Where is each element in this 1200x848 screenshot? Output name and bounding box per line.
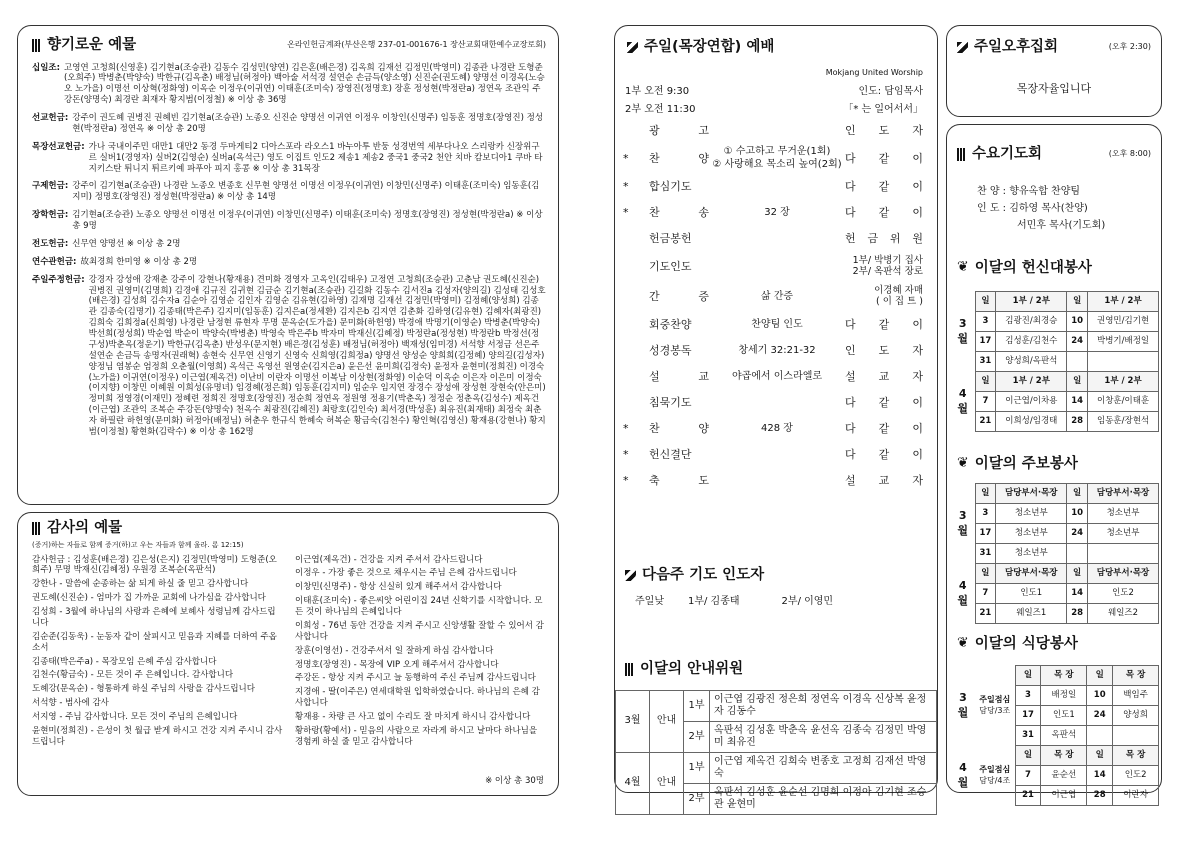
afternoon-header <box>957 38 1151 57</box>
offering-names: 신무연 양명선 ※ 이상 총 2명 <box>72 238 181 249</box>
order-item-name: 합심기도 <box>649 179 692 193</box>
dedication-cell: 양성희/옥판석 <box>996 352 1067 372</box>
thanks-entry: 김천수(황금숙) - 모든 것이 주 은혜입니다. 감사합니다 <box>32 670 234 681</box>
offering-row <box>32 275 546 438</box>
service-time-2: 2부 오전 11:30 <box>625 104 696 115</box>
cafeteria-cell: 28 <box>1087 786 1113 806</box>
dedication-col-header: 일 <box>975 372 996 392</box>
order-row <box>623 364 923 390</box>
bulletin-cell: 24 <box>1067 524 1088 544</box>
order-row <box>623 390 923 416</box>
usher-names: 옥판석 김성훈 박춘옥 윤선옥 김종숙 김정민 박영미 최유진 <box>710 722 937 753</box>
order-row <box>623 252 923 282</box>
thanks-entry: 강한나 - 말씀에 순종하는 삶 되게 하실 줄 믿고 감사합니다 <box>32 579 249 590</box>
bulletin-row <box>951 504 1159 524</box>
prayer-title: 다음주 기도 인도자 <box>642 567 765 583</box>
bulletin-cell: 7 <box>975 584 996 604</box>
thanks-entry: 이희성 - 76년 동안 건강을 지켜 주시고 신앙생활 잘할 수 있어서 감사합니다 <box>295 620 544 642</box>
order-item-name: 간 증 <box>649 289 709 303</box>
cafeteria-cell: 21 <box>1015 786 1041 806</box>
order-item-person: 설 교 자 <box>845 369 923 383</box>
prayer-leader-2: 2부/ 이영민 <box>781 596 834 607</box>
service-leader: 인도: 담임목사 <box>858 86 923 97</box>
cafeteria-table <box>951 665 1159 806</box>
dedication-cell: 28 <box>1067 412 1088 432</box>
cafeteria-head-row <box>951 666 1159 686</box>
order-row <box>623 226 923 252</box>
dedication-cell: 김성훈/김천수 <box>996 332 1067 352</box>
leaf-icon: ❦ <box>957 259 969 276</box>
cafeteria-dept-name: 주일점심 <box>979 765 1011 775</box>
bulletin-head-row <box>951 564 1159 584</box>
thanks-entry: 윤현미(정희진) - 은성이 첫 월급 받게 하시고 건강 지켜 주시니 감사드립니다 <box>32 725 283 747</box>
dedication-cell: 24 <box>1067 332 1088 352</box>
order-row <box>623 118 923 144</box>
usher-table <box>615 690 937 815</box>
offering-names: 강주이 권도혜 권병진 권혜빈 김기현a(조승관) 노종오 신진순 양명선 이귀연 이정우 이창인(신명주) 임동훈 정명호(장영진) 정성현(박정란a) 정연옥 ※ 이상 총 20명 <box>72 113 544 134</box>
standing-note: 「* 는 일어서서」 <box>843 104 923 115</box>
cafeteria-cell: 인도2 <box>1113 766 1159 786</box>
thanks-entry: 이태훈(조미숙) - 좋은씨앗 어린이집 24년 신학기를 시작합니다. 모든 것이 하나님의 은혜입니다 <box>295 596 543 617</box>
usher-names: 이근엽 김광진 정은희 정연옥 이경옥 신상복 윤정자 김동수 <box>710 691 937 722</box>
bulletin-month: 3 월 <box>957 509 969 537</box>
usher-row <box>616 753 937 784</box>
dedication-header <box>957 259 1092 278</box>
dedication-head-row <box>951 292 1159 312</box>
order-item-person: 인 도 자 <box>845 343 923 357</box>
bulletin-col-header: 일 <box>975 564 996 584</box>
offering-label: 십일조: <box>32 62 61 73</box>
thanks-entry: 주강돈 - 항상 지켜 주시고 늘 동행하여 주신 주님께 감사드립니다 <box>295 673 536 684</box>
prayer-label: 주일낮 <box>635 596 664 607</box>
order-item-person: 다 같 이 <box>845 447 923 461</box>
online-account: 온라인헌금계좌(부산은행 237-01-001676-1 장산교회대한예수교장로회) <box>287 40 546 50</box>
order-item-name: 회중찬양 <box>649 317 692 331</box>
offering-row <box>32 63 546 107</box>
dedication-row <box>951 412 1159 432</box>
dedication-cell <box>1067 352 1088 372</box>
offering-label: 전도헌금: <box>32 238 69 249</box>
cafeteria-head-row <box>951 746 1159 766</box>
right-panel <box>946 124 1162 801</box>
offering-row <box>32 113 546 135</box>
bulletin-cell: 청소년부 <box>1088 504 1159 524</box>
cafeteria-cell: 배정일 <box>1041 686 1087 706</box>
wed-praise: 찬 양 : 향유옥합 찬양팀 <box>977 186 1081 197</box>
bulletin-cell: 28 <box>1067 604 1088 624</box>
afternoon-text: 목장자율입니다 <box>1016 82 1092 95</box>
order-row <box>623 442 923 468</box>
dedication-title: 이달의 헌신대봉사 <box>974 260 1092 276</box>
cafeteria-month: 3 월 <box>957 691 969 719</box>
cafeteria-title: 이달의 식당봉사 <box>974 636 1078 652</box>
dedication-cell: 7 <box>975 392 996 412</box>
order-row <box>623 144 923 174</box>
stand-mark: * <box>623 205 629 219</box>
dedication-cell: 임동훈/장현석 <box>1088 412 1159 432</box>
order-item-name: 찬 양 <box>649 421 709 435</box>
bulletin-title: 이달의 주보봉사 <box>974 456 1078 472</box>
bulletin-header <box>957 455 1078 474</box>
order-item-name: 찬 양 <box>649 151 709 165</box>
wed-details <box>977 183 1105 234</box>
cafeteria-col-header: 목 장 <box>1041 666 1087 686</box>
offering-label: 장학헌금: <box>32 210 69 221</box>
offering-header <box>32 36 546 55</box>
offering-row <box>32 210 546 232</box>
leaf-icon: ❦ <box>957 635 969 652</box>
order-row <box>623 200 923 226</box>
thanks-entry: 장훈(이영선) - 건강주셔서 일 잘하게 하심 감사합니다 <box>295 645 494 656</box>
bulletin-cell: 웨일즈2 <box>1088 604 1159 624</box>
dedication-cell: 3 <box>975 312 996 332</box>
cafeteria-cell: 인도1 <box>1041 706 1087 726</box>
bulletin-cell: 17 <box>975 524 996 544</box>
order-item-person: 1부/ 박병기 집사 2부/ 옥판석 장로 <box>852 255 923 277</box>
order-row <box>623 282 923 312</box>
bulletin-cell: 21 <box>975 604 996 624</box>
cafeteria-cell: 10 <box>1087 686 1113 706</box>
worship-title: 주일(목장연합) 예배 <box>644 39 775 55</box>
order-item-person: 인 도 자 <box>845 123 923 137</box>
order-item-person: 다 같 이 <box>845 395 923 409</box>
order-row <box>623 174 923 200</box>
thanks-entry: 서지영 - 주님 감사합니다. 모든 것이 주님의 은혜입니다 <box>32 712 238 722</box>
dedication-col-header: 1부 / 2부 <box>996 292 1067 312</box>
offering-label: 연수관헌금: <box>32 256 77 267</box>
order-item-person: 다 같 이 <box>845 151 923 165</box>
bar-icon <box>32 522 41 535</box>
thanks-title: 감사의 예물 <box>47 520 123 536</box>
usher-month: 4월 <box>616 753 650 815</box>
cafeteria-dept <box>975 746 1015 806</box>
bulletin-row <box>951 604 1159 624</box>
cafeteria-cell: 31 <box>1015 726 1041 746</box>
order-item-name: 찬 송 <box>649 205 709 219</box>
order-item-content: 삶 간증 <box>760 290 794 302</box>
offering-panel <box>17 25 559 505</box>
thanks-entry: 권도혜(신진순) - 엄마가 집 가까운 교회에 나가심을 감사합니다 <box>32 593 266 604</box>
usher-names: 이근엽 제옥건 김희숙 변종호 고정희 김재선 박영숙 <box>710 753 937 784</box>
order-item-name: 침묵기도 <box>649 395 692 409</box>
cafeteria-col-header: 일 <box>1015 746 1041 766</box>
afternoon-time: (오후 2:30) <box>1108 42 1151 52</box>
cafeteria-cell: 24 <box>1087 706 1113 726</box>
offering-names: 강주이 김기현a(조승관) 나경란 노종오 변종호 신무현 양명선 이명선 이정우(이귀연) 이창민(신명주) 이태훈(조미숙) 임동훈(김지미) 정명호(장영진) 정성현(박정란a) ※ 이상 총 14명 <box>72 181 540 203</box>
bulletin-cell <box>1067 544 1088 564</box>
bar-icon <box>32 39 41 52</box>
usher-header <box>625 660 743 679</box>
bulletin-cell: 3 <box>975 504 996 524</box>
dedication-col-header: 1부 / 2부 <box>1088 292 1159 312</box>
thanks-entry: 서석향 - 범사에 감사 <box>32 698 109 709</box>
thanks-right-column <box>295 555 546 751</box>
order-item-person: 헌 금 위 원 <box>845 231 923 245</box>
dedication-cell: 이창훈/이태훈 <box>1088 392 1159 412</box>
order-item-content: 428 장 <box>761 422 793 434</box>
order-item-content: 32 장 <box>764 206 790 218</box>
order-item-content: 야곱에서 이스라엘로 <box>731 370 823 382</box>
cafeteria-cell: 이근엽 <box>1041 786 1087 806</box>
bulletin-col-header: 일 <box>1067 564 1088 584</box>
thanks-entry: 정명호(장영진) - 목장에 VIP 오게 해주셔서 감사합니다 <box>295 659 499 670</box>
order-row <box>623 312 923 338</box>
thanks-entry: 지경애 - 딸(이주은) 연세대학원 입학하였습니다. 하나님의 은혜 감사합니다 <box>295 687 540 709</box>
thanks-entry: 김성희 - 3월에 하나님의 사랑과 은혜에 보혜사 성령님께 감사드립니다 <box>32 607 276 628</box>
usher-role: 안내 <box>650 753 684 815</box>
checker-icon <box>627 42 638 53</box>
usher-part: 2부 <box>684 722 710 753</box>
thanks-entry: 황하랑(황예서) - 믿음의 사람으로 자라게 하시고 날마다 하나님을 경험케 하실 줄 믿고 감사합니다 <box>295 725 538 747</box>
cafeteria-dept-team: 담당/3조 <box>979 705 1011 715</box>
cafeteria-col-header: 목 장 <box>1041 746 1087 766</box>
offering-names: 故최경희 한미영 ※ 이상 총 2명 <box>80 256 198 267</box>
offering-row <box>32 181 546 203</box>
bulletin-month: 4 월 <box>957 579 969 607</box>
offering-label: 선교헌금: <box>32 113 69 124</box>
order-row <box>623 338 923 364</box>
bulletin-col-header: 일 <box>1067 484 1088 504</box>
offering-row <box>32 142 546 175</box>
wed-leader-1: 인 도 : 김하영 목사(찬양) <box>977 203 1088 214</box>
wed-leader-2: 서민후 목사(기도회) <box>1017 220 1106 231</box>
usher-row <box>616 691 937 722</box>
bulletin-cell: 청소년부 <box>996 544 1067 564</box>
order-item-name: 설 교 <box>649 369 709 383</box>
thanks-entry: 이근엽(제옥건) - 건강을 지켜 주셔서 감사드립니다 <box>295 554 483 565</box>
order-item-content: ① 수고하고 무거운(1회) ② 사랑해요 목소리 높여(2회) <box>712 146 842 170</box>
thanks-entry: 도혜강(문옥순) - 형통하게 하실 주님의 사랑을 감사드립니다 <box>32 684 255 695</box>
dedication-table <box>951 291 1159 432</box>
cafeteria-dept-team: 담당/4조 <box>979 775 1011 785</box>
afternoon-title: 주일오후집회 <box>974 39 1059 55</box>
order-item-person: 다 같 이 <box>845 317 923 331</box>
offering-row <box>32 239 546 250</box>
stand-mark: * <box>623 447 629 461</box>
cafeteria-col-header: 목 장 <box>1113 746 1159 766</box>
dedication-row <box>951 312 1159 332</box>
cafeteria-cell: 이란자 <box>1113 786 1159 806</box>
cafeteria-dept-name: 주일점심 <box>979 695 1011 705</box>
cafeteria-cell: 윤순선 <box>1041 766 1087 786</box>
dedication-row <box>951 392 1159 412</box>
cafeteria-cell: 7 <box>1015 766 1041 786</box>
bulletin-cell: 인도2 <box>1088 584 1159 604</box>
thanks-entry: 황재용 - 차량 큰 사고 없이 수리도 잘 마치게 하시니 감사합니다 <box>295 712 531 722</box>
dedication-cell: 21 <box>975 412 996 432</box>
dedication-col-header: 1부 / 2부 <box>996 372 1067 392</box>
bulletin-row <box>951 584 1159 604</box>
offering-row <box>32 257 546 268</box>
thanks-entry: 감사헌금 : 김성훈(배은경) 김은성(은지) 김정민(박영미) 도형준(오희주) 무명 박재신(김혜정) 우원경 조복순(옥판석) <box>32 554 277 576</box>
order-item-person: 설 교 자 <box>845 473 923 487</box>
offering-names: 가나 국내이주민 대만1 대만2 동경 두마게티2 디아스포라 라오스1 바누아투 반둥 성경번역 세부다나오 스리랑카 신장위구르 실버1(경영자) 실버2(김영순) 실버a(옥석근) 영도 이집트 인도2 제송1 제송2 중국1 중국2 천안 치바 캄보디아1 쿠바 타지키스탄 튀니지 튀르키예 파푸아 피지 홍콩 ※ 이상 총 31목장 <box>88 141 543 174</box>
bulletin-cell: 웨일즈1 <box>996 604 1067 624</box>
thanks-verse: (증거)하는 자들로 함께 증거(하)고 우는 자들과 함께 울라. 롬 12:15) <box>32 540 244 549</box>
cafeteria-month: 4 월 <box>957 761 969 789</box>
bulletin-col-header: 일 <box>975 484 996 504</box>
thanks-panel <box>17 512 559 796</box>
dedication-row <box>951 352 1159 372</box>
wed-time: (오후 8:00) <box>1108 149 1151 159</box>
cafeteria-cell: 백임주 <box>1113 686 1159 706</box>
dedication-cell: 박병기/배정일 <box>1088 332 1159 352</box>
stand-mark: * <box>623 179 629 193</box>
dedication-cell: 14 <box>1067 392 1088 412</box>
dedication-cell: 31 <box>975 352 996 372</box>
offering-title: 향기로운 예물 <box>47 37 137 53</box>
order-item-name: 성경봉독 <box>649 343 692 357</box>
offering-names: 고영연 고청희(신영훈) 김기현a(조승관) 김동수 김성민(양연) 김은혼(배은경) 김옥희 김재선 김정민(박영미) 김종관 나경란 도형준(오희주) 박병춘(박양숙) 박한규(김옥춘) 배정님(허정아) 백아술 서석경 설연순 손금득(양소영) 신진순(권도혜) 양명선 이경옥(노승오 노가을) 이명선 이상혁(정화영) 이옥순 이정우(이귀연) 이태훈(조미숙) 장영진(정명호) 장훈 정성현(박정란a) 정연옥 조관익 주강돈(양명숙) 최경란 최재자 황지범(이정철) ※ 이상 총 36명 <box>64 62 545 106</box>
offering-label: 주일주정헌금: <box>32 274 85 285</box>
cafeteria-col-header: 목 장 <box>1113 666 1159 686</box>
thanks-entry: 이창민(신명주) - 항상 신실히 있게 해주셔서 감사합니다 <box>295 582 502 593</box>
cafeteria-col-header: 일 <box>1087 746 1113 766</box>
cafeteria-col-header: 일 <box>1015 666 1041 686</box>
bulletin-cell: 청소년부 <box>996 524 1067 544</box>
bar-icon <box>957 148 966 161</box>
stand-mark: * <box>623 151 629 165</box>
order-item-name: 기도인도 <box>649 259 692 273</box>
bar-icon <box>625 663 634 676</box>
bulletin-col-header: 담당부서·목장 <box>996 484 1067 504</box>
cafeteria-header <box>957 635 1078 654</box>
dedication-cell: 김광진/최경승 <box>996 312 1067 332</box>
bulletin-cell: 31 <box>975 544 996 564</box>
usher-part: 1부 <box>684 691 710 722</box>
dedication-cell <box>1088 352 1159 372</box>
usher-names: 옥판석 김성훈 윤순선 김명희 이정아 김기현 조승관 윤현미 <box>710 784 937 815</box>
bulletin-cell: 10 <box>1067 504 1088 524</box>
dedication-cell: 이희성/임경태 <box>996 412 1067 432</box>
bulletin-cell: 청소년부 <box>1088 524 1159 544</box>
order-row <box>623 468 923 494</box>
order-item-person: 다 같 이 <box>845 205 923 219</box>
thanks-header <box>32 519 546 538</box>
thanks-entry: 김종태(박은주a) - 목장모임 은혜 주심 감사합니다 <box>32 656 217 667</box>
offering-label: 목장선교헌금: <box>32 141 85 152</box>
wed-header <box>957 145 1151 164</box>
dedication-col-header: 일 <box>975 292 996 312</box>
order-item-name: 헌금봉헌 <box>649 231 692 245</box>
bulletin-cell: 청소년부 <box>996 504 1067 524</box>
bulletin-row <box>951 544 1159 564</box>
cafeteria-cell: 3 <box>1015 686 1041 706</box>
dedication-head-row <box>951 372 1159 392</box>
usher-part: 2부 <box>684 784 710 815</box>
bulletin-head-row <box>951 484 1159 504</box>
bulletin-cell: 인도1 <box>996 584 1067 604</box>
dedication-month: 4 월 <box>957 387 969 415</box>
offering-list <box>32 63 546 438</box>
bulletin-cell <box>1088 544 1159 564</box>
order-item-person: 이경혜 자매 ( 이 집 트 ) <box>874 285 923 307</box>
dedication-cell: 10 <box>1067 312 1088 332</box>
stand-mark: * <box>623 421 629 435</box>
order-item-name: 헌신결단 <box>649 447 692 461</box>
dedication-col-header: 1부 / 2부 <box>1088 372 1159 392</box>
cafeteria-cell: 옥판석 <box>1041 726 1087 746</box>
prayer-leader-1: 1부/ 김종태 <box>687 596 740 607</box>
order-item-name: 광 고 <box>649 123 709 137</box>
stand-mark: * <box>623 473 629 487</box>
dedication-cell: 17 <box>975 332 996 352</box>
checker-icon <box>957 42 968 53</box>
offering-names: 강경자 강성애 강재춘 강주이 강현나(황재용) 견미화 경영자 고옥인(김태우) 고정연 고청희(조승관) 고춘남 권도혜(신진순) 권병진 권영미(김명희) 김경애 김규진 김귀현 김금순 김기현a(조승관) 김길화 김동수 김서진a 김성자(양의길) 김성태 김성호(배은경) 김성희 김수자a 김순아 김영순 김인자 김영순 김유현(김하영) 김재명 김재선 김정민(박영미) 김정혜(양성희) 김종관 김종숙(김명기) 김종태(박은주) 김지미(임동훈) 김지은a(정세환) 김지은b 김지연 김춘화 김하영(김유현) 김혜자(최광진) 김희숙 김희정a(신희영) 나경란 남정현 류현자 무명 문옥순(도가을) 문미화(하헌영) 박경애 박명기(이영순) 박병춘(박양숙) 박선희(정성희) 박순엽 박순이 박양숙(박병춘) 박영숙 박은주b 박자미 박재신(김혜정) 박정란a(정성현) 박정란b 박정선(정구성)박춘옥(정운기) 박한규(김옥춘) 반성우(문지현) 배은경(김성훈) 배정님(허정아) 백재성(임미경) 서석향 서정금 선은주 설연순 손금득 송명자(권래혁) 송현숙 신무연 신영기 신영숙 신희영(김희정a) 양명선 양성순 양희희(김정혜) 양의길(김성자) 양정님 염봉순 엄정희 오춘월(이영희) 옥석근 옥영선 원영순(김지은a) 윤은선 윤미희(김정숙) 윤정자 윤현미(정희진) 이경숙(노가을) 이귀연(이정우) 이근엽(제옥건) 이난비 이란자 이명선 이복남 이상현(정화영) 이순덕 이옥순 이은자 이은미 이정숙(이지향) 이창민 이혜원 이희성(유명녀) 임경혜(정은희) 임동훈(김지미) 임순우 임지연 장경수 장성애 장성현 장현숙(안은미) 정미희 정영경(이재민) 정혜련 정희진 정명호(장영진) 정순희 정연옥 정원영 정용기(박춘옥) 정정순 정춘옥(김성수) 제옥건(이근엽) 조관익 조복순 주강돈(양명숙) 천옥수 최광진(김혜진) 최랑호(김인숙) 최서경(박성훈) 최유진(최재태) 최정숙 최춘자 하필란 하헌영(문미화) 허정아(배정님) 허춘우 한규식 한혜숙 허복순 황금숙(김천수) 황인혁(김영신) 황재용(강현나) 황지범(이정철) 황현화(김락수) ※ 이상 총 162명 <box>88 274 546 437</box>
dedication-row <box>951 332 1159 352</box>
cafeteria-col-header: 일 <box>1087 666 1113 686</box>
worship-subtitle: Mokjang United Worship <box>825 68 923 77</box>
order-item-person: 다 같 이 <box>845 179 923 193</box>
prayer-leaders <box>635 596 833 609</box>
checker-icon <box>625 570 636 581</box>
afternoon-panel <box>946 25 1162 117</box>
bulletin-table <box>951 483 1159 624</box>
thanks-entry: 이정우 - 가장 좋은 것으로 채우시는 주님 은혜 감사드립니다 <box>295 568 517 579</box>
usher-part: 1부 <box>684 753 710 784</box>
thanks-left-column <box>32 555 283 751</box>
order-item-person: 다 같 이 <box>845 421 923 435</box>
order-item-name: 축 도 <box>649 473 709 487</box>
wed-title: 수요기도회 <box>972 146 1043 162</box>
cafeteria-cell: 양성희 <box>1113 706 1159 726</box>
cafeteria-dept <box>975 666 1015 746</box>
offering-names: 김기현a(조승관) 노종오 양명선 이명선 이정우(이귀연) 이창민(신명주) 이태훈(조미숙) 정명호(장영진) 정성현(박정란a) ※ 이상 총 9명 <box>72 210 543 232</box>
bulletin-row <box>951 524 1159 544</box>
bulletin-col-header: 담당부서·목장 <box>996 564 1067 584</box>
prayer-header <box>625 566 764 585</box>
dedication-month: 3 월 <box>957 317 969 345</box>
cafeteria-cell <box>1113 726 1159 746</box>
offering-label: 구제헌금: <box>32 181 69 192</box>
cafeteria-cell <box>1087 726 1113 746</box>
thanks-entry: 김순준(김동욱) - 눈동자 같이 살피시고 믿음과 지혜를 더하여 주옵소서 <box>32 631 277 653</box>
order-row <box>623 416 923 442</box>
dedication-cell: 권영민/김기현 <box>1088 312 1159 332</box>
usher-month: 3월 <box>616 691 650 753</box>
bulletin-col-header: 담당부서·목장 <box>1088 484 1159 504</box>
order-item-content: 창세기 32:21-32 <box>738 344 816 356</box>
cafeteria-cell: 14 <box>1087 766 1113 786</box>
thanks-total: ※ 이상 총 30명 <box>485 776 544 787</box>
order-of-service <box>623 118 923 494</box>
worship-header <box>627 38 774 57</box>
dedication-cell: 이근엽/이차용 <box>996 392 1067 412</box>
dedication-col-header: 일 <box>1067 372 1088 392</box>
cafeteria-cell: 17 <box>1015 706 1041 726</box>
bulletin-cell: 14 <box>1067 584 1088 604</box>
usher-role: 안내 <box>650 691 684 753</box>
order-item-content: 찬양팀 인도 <box>751 318 803 330</box>
worship-panel <box>614 25 938 810</box>
bulletin-col-header: 담당부서·목장 <box>1088 564 1159 584</box>
service-time-1: 1부 오전 9:30 <box>625 86 690 97</box>
leaf-icon: ❦ <box>957 455 969 472</box>
usher-title: 이달의 안내위원 <box>640 661 744 677</box>
dedication-col-header: 일 <box>1067 292 1088 312</box>
